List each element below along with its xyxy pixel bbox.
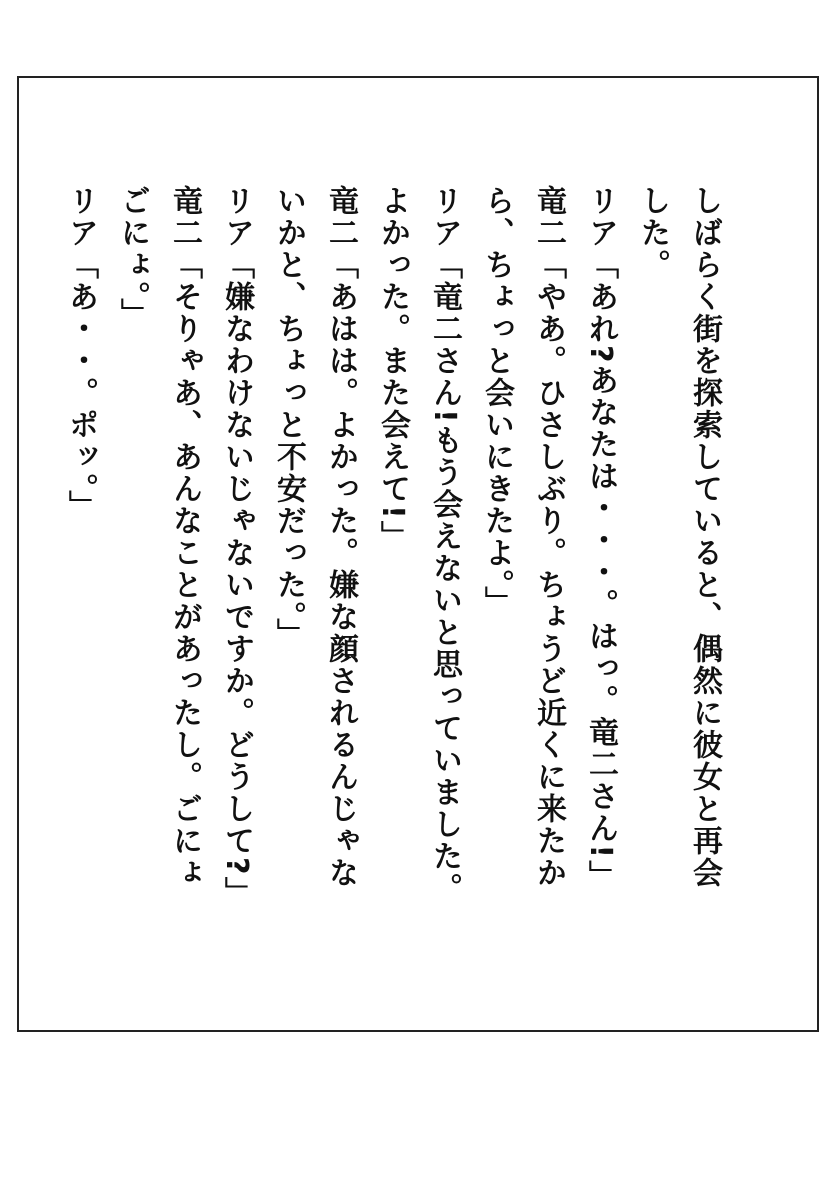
text-line-ryuji-1: 竜二「やあ。ひさしぶり。ちょうど近くに来たから、ちょっと会いにきたよ。」 [479,185,566,889]
text-line-ria-2: リア「竜二さん!もう会えないと思っていました。よかった。また会えて!」 [375,185,462,905]
text-line-ria-3: リア「嫌なわけないじゃないですか。どうして?」 [219,185,254,909]
text-line-narration: しばらく街を探索していると、偶然に彼女と再会した。 [635,185,722,889]
text-line-ryuji-3: 竜二「そりゃあ、あんなことがあったし。ごにょごにょ。」 [115,185,202,889]
text-line-ria-4: リア「あ・・。ポッ。」 [63,185,98,522]
text-line-ria-1: リア「あれ?あなたは・・・。はっ。竜二さん!」 [583,185,618,893]
story-text [54,185,730,909]
text-line-ryuji-2: 竜二「あはは。よかった。嫌な顔されるんじゃないかと、ちょっと不安だった。」 [271,185,358,889]
